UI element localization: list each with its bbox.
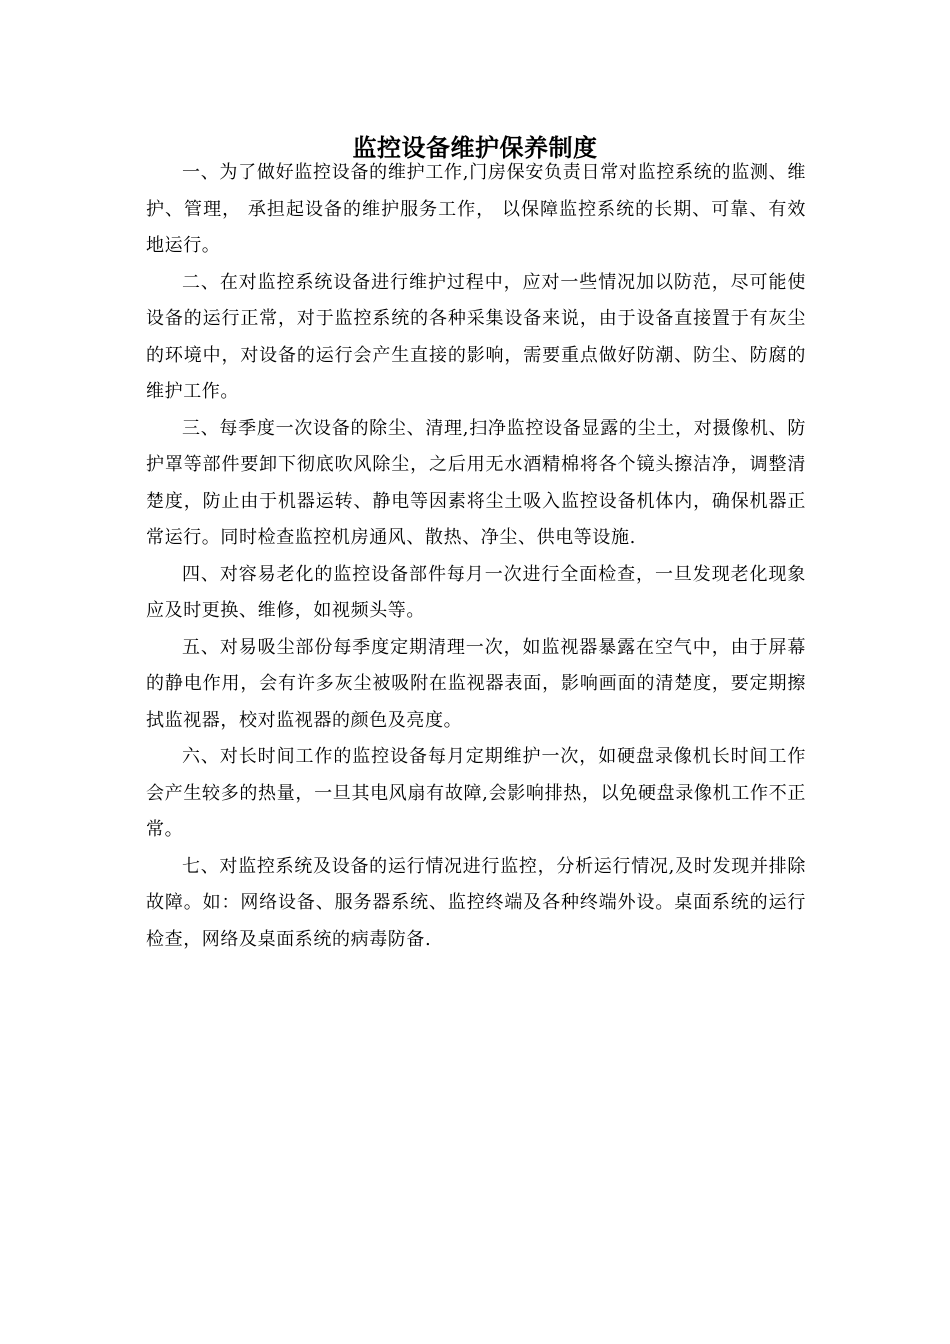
paragraph-3: 三、每季度一次设备的除尘、清理,扫净监控设备显露的尘土，对摄像机、防护罩等部件要卸下彻底吹风除尘，之后用无水酒精棉将各个镜头擦洁净，调整清楚度，防止由于机器运转、静电等因素将尘土吸入监控设备机体内，确保机器正常运行。同时检查监控机房通风、散热、净尘、供电等设施. — [146, 417, 806, 548]
paragraph-2: 二、在对监控系统设备进行维护过程中，应对一些情况加以防范，尽可能使设备的运行正常，对于监控系统的各种采集设备来说，由于设备直接置于有灰尘的环境中，对设备的运行会产生直接的影响，需要重点做好防潮、防尘、防腐的维护工作。 — [146, 271, 806, 402]
paragraph-7: 七、对监控系统及设备的运行情况进行监控，分析运行情况,及时发现并排除故障。如：网络设备、服务器系统、监控终端及各种终端外设。桌面系统的运行检查，网络及桌面系统的病毒防备. — [146, 855, 806, 950]
paragraph-6: 六、对长时间工作的监控设备每月定期维护一次，如硬盘录像机长时间工作会产生较多的热量，一旦其电风扇有故障,会影响排热，以免硬盘录像机工作不正常。 — [146, 746, 806, 840]
document-title: 监控设备维护保养制度 — [352, 134, 598, 162]
document-body — [146, 155, 806, 958]
paragraph-1: 一、为了做好监控设备的维护工作,门房保安负责日常对监控系统的监测、维护、管理， 承担起设备的维护服务工作， 以保障监控系统的长期、可靠、有效地运行。 — [146, 162, 806, 256]
paragraph-5: 五、对易吸尘部份每季度定期清理一次，如监视器暴露在空气中，由于屏幕的静电作用，会有许多灰尘被吸附在监视器表面，影响画面的清楚度，要定期擦拭监视器，校对监视器的颜色及亮度。 — [146, 636, 806, 731]
paragraph-4: 四、对容易老化的监控设备部件每月一次进行全面检查，一旦发现老化现象应及时更换、维修，如视频头等。 — [146, 563, 806, 621]
